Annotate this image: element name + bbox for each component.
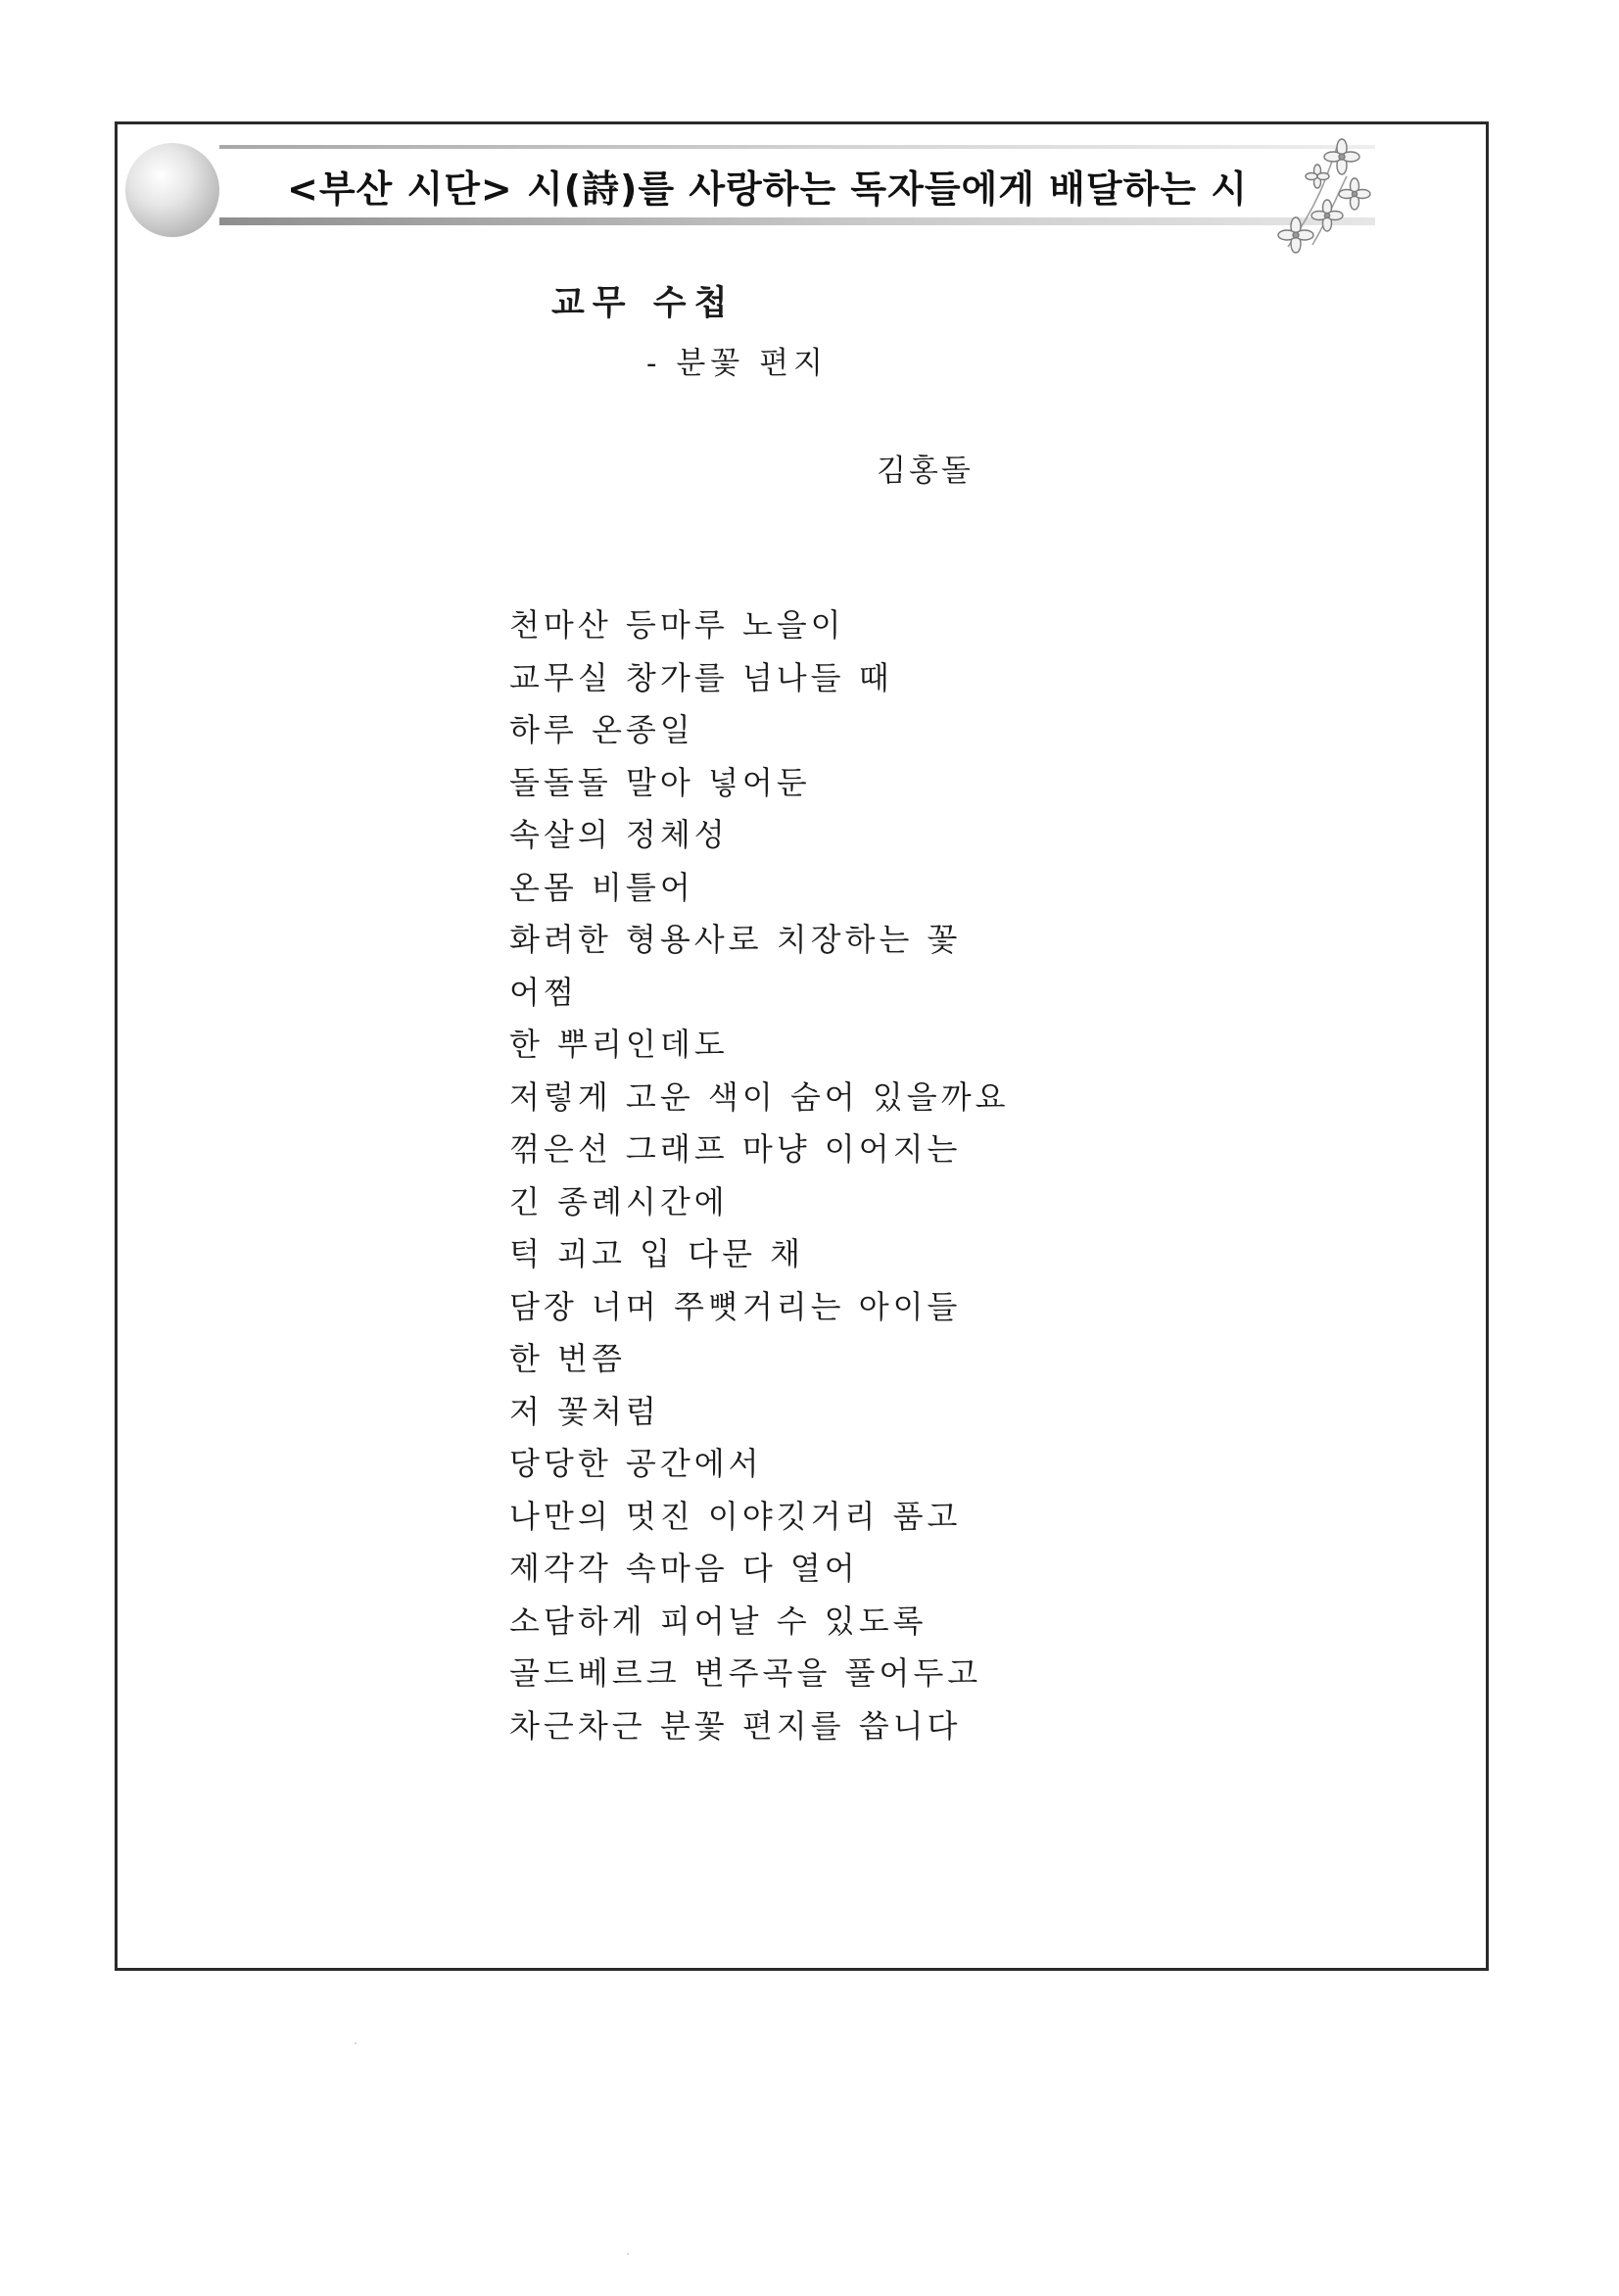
poem-line: 온몸 비틀어 [509,868,694,906]
poem-line: 저 꽃처럼 [509,1392,660,1430]
poem-title: 교무 수첩 [551,283,736,323]
poem-line: 담장 너머 쭈뼛거리는 아이들 [509,1287,962,1325]
poem-line: 꺾은선 그래프 마냥 이어지는 [509,1130,962,1168]
poem-line: 속살의 정체성 [509,816,729,853]
poem-line: 한 번쯤 [509,1340,626,1377]
poem-subtitle: - 분꽃 편지 [646,346,828,381]
flower-cluster-icon [1268,137,1376,260]
pearl-orb-icon [125,143,219,237]
series-banner [125,137,1369,235]
poem-line: 저렇게 고운 색이 숨어 있을까요 [509,1077,1010,1116]
banner-title: <부산 시단> 시(詩)를 사랑하는 독자들에게 배달하는 시 [287,167,1248,211]
poem-line: 긴 종례시간에 [509,1182,729,1220]
poem-line: 골드베르크 변주곡을 풀어두고 [509,1654,982,1692]
poem-line: 교무실 창가를 넘나들 때 [509,658,893,696]
banner-top-rule [219,145,1375,149]
poem-author: 김홍돌 [877,454,974,489]
poem-line: 한 뿌리인데도 [509,1026,729,1063]
poem-line: 하루 온종일 [509,711,694,748]
scan-speck [355,2042,357,2044]
poem-line: 어쩜 [509,973,578,1011]
poem-line: 화려한 형용사로 치장하는 꽃 [509,921,962,958]
poem-line: 당당한 공간에서 [509,1445,763,1482]
scan-speck [627,2253,629,2255]
poem-line: 제각각 속마음 다 열어 [509,1550,859,1587]
poem-line: 차근차근 분꽃 편지를 씁니다 [509,1706,962,1745]
poem-line: 천마산 등마루 노을이 [509,606,845,644]
poem-body [509,599,1010,1752]
banner-bottom-rule [219,217,1375,225]
poem-line: 턱 괴고 입 다문 채 [509,1235,805,1272]
poem-line: 돌돌돌 말아 넣어둔 [509,763,811,801]
poem-line: 나만의 멋진 이야깃거리 품고 [509,1497,962,1535]
poem-line: 소담하게 피어날 수 있도록 [509,1602,928,1640]
